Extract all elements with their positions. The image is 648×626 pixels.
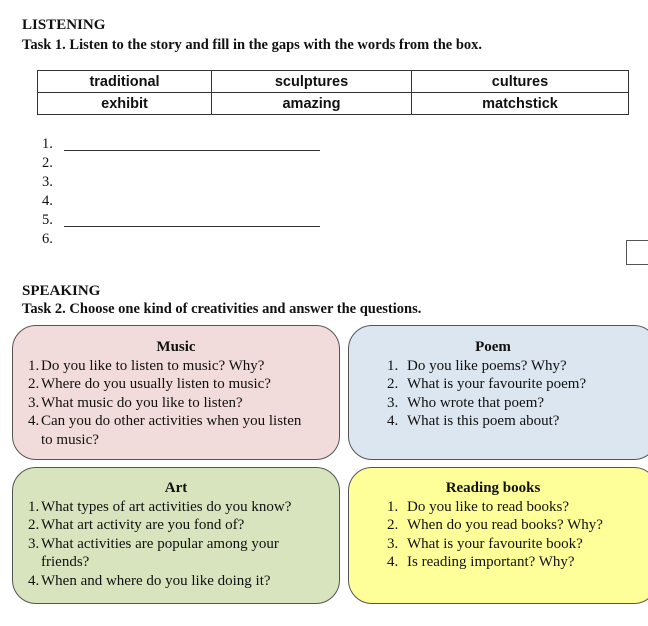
word-cell: cultures [412, 71, 629, 93]
question-text: Can you do other activities when you listen to music? [41, 413, 302, 448]
question-number: 4. [28, 572, 40, 589]
question-item [28, 516, 339, 535]
question-number: 4. [28, 413, 40, 429]
question-item [387, 375, 648, 394]
question-text: Is reading important? Why? [407, 554, 575, 570]
question-text: Do you like to listen to music? Why? [41, 357, 265, 374]
art-card [12, 467, 340, 604]
question-text: What is your favourite poem? [407, 376, 587, 392]
question-number: 1. [387, 357, 399, 374]
gap-list [42, 135, 53, 249]
word-box [37, 70, 629, 115]
question-text: Do you like poems? Why? [407, 357, 567, 374]
question-item [28, 412, 311, 449]
question-text: Where do you usually listen to music? [41, 376, 271, 392]
gap-item [42, 173, 53, 192]
gap-item [42, 192, 53, 211]
question-number: 3. [28, 535, 40, 552]
gap-number: 5. [42, 212, 53, 228]
question-number: 2. [387, 517, 399, 533]
question-item [28, 498, 339, 517]
word-cell: matchstick [412, 93, 629, 115]
question-number: 4. [387, 554, 399, 570]
question-number: 3. [28, 394, 40, 411]
question-number: 2. [28, 517, 40, 533]
word-cell: exhibit [38, 93, 212, 115]
card-title: Music [156, 339, 196, 355]
question-number: 3. [387, 535, 399, 552]
question-text: Do you like to read books? [407, 498, 570, 515]
card-title: Art [164, 480, 188, 496]
gap-number: 4. [42, 193, 53, 209]
question-text: What music do you like to listen? [41, 394, 243, 411]
task2-instructions: Task 2. Choose one kind of creativities and answer the questions. [22, 301, 422, 317]
question-list [387, 357, 648, 431]
word-cell: sculptures [212, 71, 412, 93]
gap-number: 3. [42, 174, 53, 190]
question-text: What is this poem about? [407, 413, 560, 429]
question-item [387, 357, 648, 376]
speaking-heading: SPEAKING [22, 283, 101, 299]
gap-item [42, 211, 53, 230]
question-item [387, 516, 648, 535]
word-box-row [38, 93, 629, 115]
question-text: What types of art activities do you know? [41, 498, 292, 515]
card-title: Reading books [445, 480, 541, 496]
empty-box [626, 240, 648, 265]
question-number: 1. [28, 498, 40, 515]
question-text: When and where do you like doing it? [41, 572, 271, 589]
task1-instructions: Task 1. Listen to the story and fill in the gaps with the words from the box. [22, 37, 483, 53]
question-item [28, 357, 339, 376]
question-item [28, 535, 316, 572]
question-text: Who wrote that poem? [407, 394, 545, 411]
music-card [12, 325, 340, 460]
reading-books-card [348, 467, 648, 604]
gap-item [42, 154, 53, 173]
question-item [28, 375, 339, 394]
word-cell: traditional [38, 71, 212, 93]
answer-line[interactable] [64, 226, 320, 227]
gap-item [42, 230, 53, 249]
word-box-row [38, 71, 629, 93]
question-item [387, 535, 648, 554]
question-list [28, 498, 339, 591]
question-item [28, 394, 339, 413]
card-title: Poem [475, 339, 511, 355]
question-item [387, 553, 648, 572]
question-number: 4. [387, 413, 399, 429]
question-number: 2. [28, 376, 40, 392]
question-number: 1. [28, 357, 40, 374]
question-list [28, 357, 339, 450]
question-item [387, 394, 648, 413]
question-number: 3. [387, 394, 399, 411]
answer-line[interactable] [64, 150, 320, 151]
question-list [387, 498, 648, 572]
gap-number: 2. [42, 155, 53, 171]
question-text: When do you read books? Why? [407, 517, 603, 533]
gap-item [42, 135, 53, 154]
question-item [387, 498, 648, 517]
word-cell: amazing [212, 93, 412, 115]
poem-card [348, 325, 648, 460]
question-text: What is your favourite book? [407, 535, 583, 552]
question-item [28, 572, 339, 591]
listening-heading: LISTENING [22, 17, 106, 33]
question-number: 2. [387, 376, 399, 392]
question-item [387, 412, 648, 431]
gap-number: 6. [42, 231, 53, 247]
gap-number: 1. [42, 136, 53, 152]
question-text: What art activity are you fond of? [41, 517, 245, 533]
question-text: What activities are popular among your friends? [41, 535, 279, 570]
question-number: 1. [387, 498, 399, 515]
